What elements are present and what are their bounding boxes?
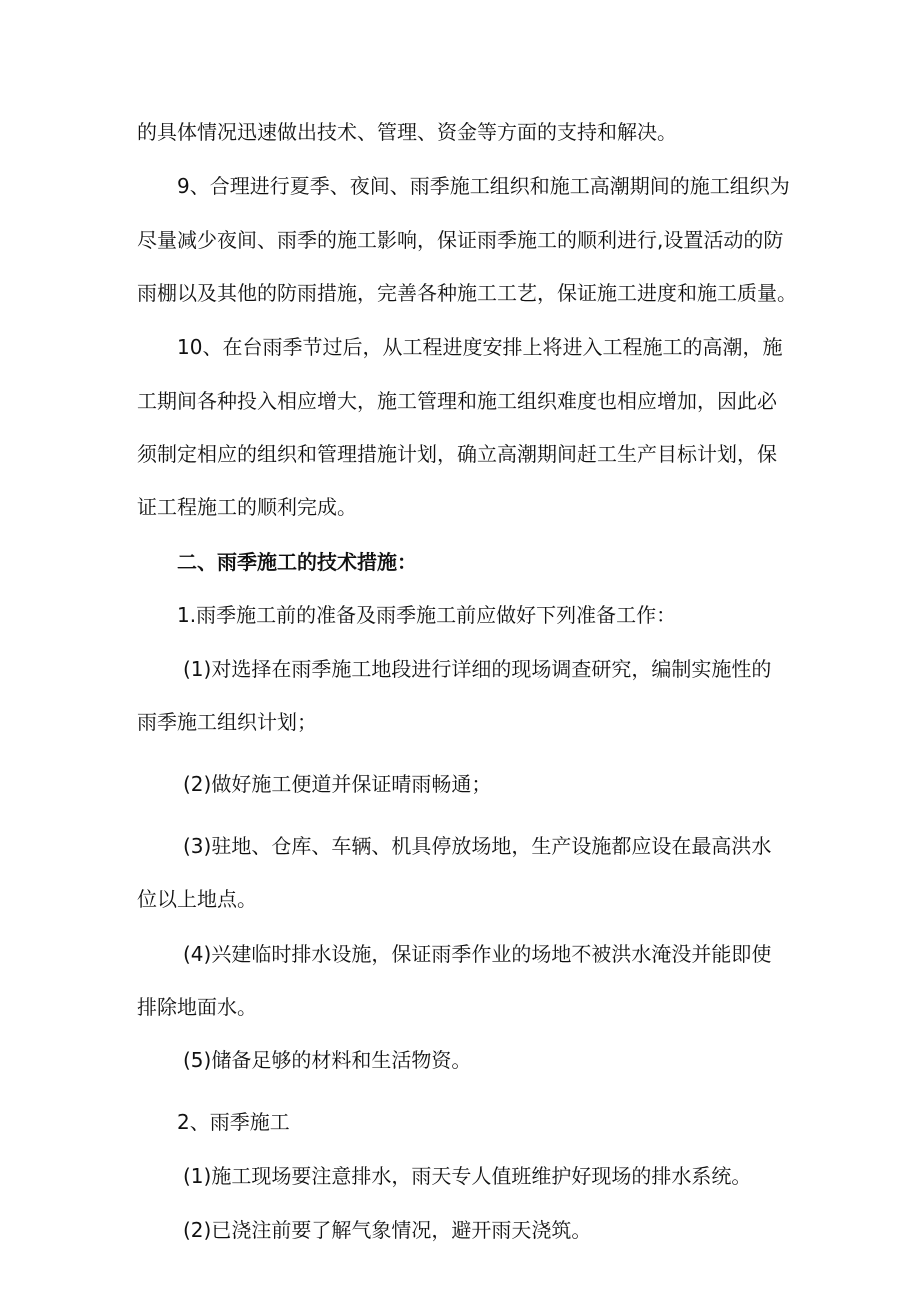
list-item-s2-2: (2)已浇注前要了解气象情况，避开雨天浇筑。 — [183, 1218, 592, 1242]
list-item-5: (5)储备足够的材料和生活物资。 — [183, 1048, 472, 1072]
paragraph-10-line-4: 证工程施工的顺利完成。 — [137, 495, 357, 519]
list-item-4-line-1: (4)兴建临时排水设施，保证雨季作业的场地不被洪水淹没并能即使 — [183, 942, 772, 966]
paragraph-10-line-3: 须制定相应的组织和管理措施计划，确立高潮期间赶工生产目标计划，保 — [137, 442, 777, 466]
subsection-1-heading: 1.雨季施工前的准备及雨季施工前应做好下列准备工作： — [177, 603, 677, 627]
list-item-1-line-2: 雨季施工组织计划； — [137, 710, 317, 734]
subsection-2-heading: 2、雨季施工 — [177, 1110, 290, 1134]
paragraph-9-line-2: 尽量减少夜间、雨季的施工影响，保证雨季施工的顺利进行,设置活动的防 — [137, 228, 784, 252]
paragraph-9-line-3: 雨棚以及其他的防雨措施，完善各种施工工艺，保证施工进度和施工质量。 — [137, 281, 797, 305]
list-item-2: (2)做好施工便道并保证晴雨畅通； — [183, 772, 492, 796]
list-item-4-line-2: 排除地面水。 — [137, 995, 257, 1019]
list-item-3-line-1: (3)驻地、仓库、车辆、机具停放场地，生产设施都应设在最高洪水 — [183, 834, 772, 858]
paragraph-10-line-2: 工期间各种投入相应增大，施工管理和施工组织难度也相应增加，因此必 — [137, 389, 777, 413]
list-item-3-line-2: 位以上地点。 — [137, 887, 257, 911]
paragraph-9-line-1: 9、合理进行夏季、夜间、雨季施工组织和施工高潮期间的施工组织为 — [177, 174, 790, 198]
paragraph-10-line-1: 10、在台雨季节过后，从工程进度安排上将进入工程施工的高潮，施 — [177, 335, 783, 359]
section-heading: 二、雨季施工的技术措施： — [177, 550, 417, 574]
list-item-1-line-1: (1)对选择在雨季施工地段进行详细的现场调查研究，编制实施性的 — [183, 657, 772, 681]
paragraph-continuation: 的具体情况迅速做出技术、管理、资金等方面的支持和解决。 — [137, 120, 677, 144]
list-item-s2-1: (1)施工现场要注意排水，雨天专人值班维护好现场的排水系统。 — [183, 1164, 752, 1188]
